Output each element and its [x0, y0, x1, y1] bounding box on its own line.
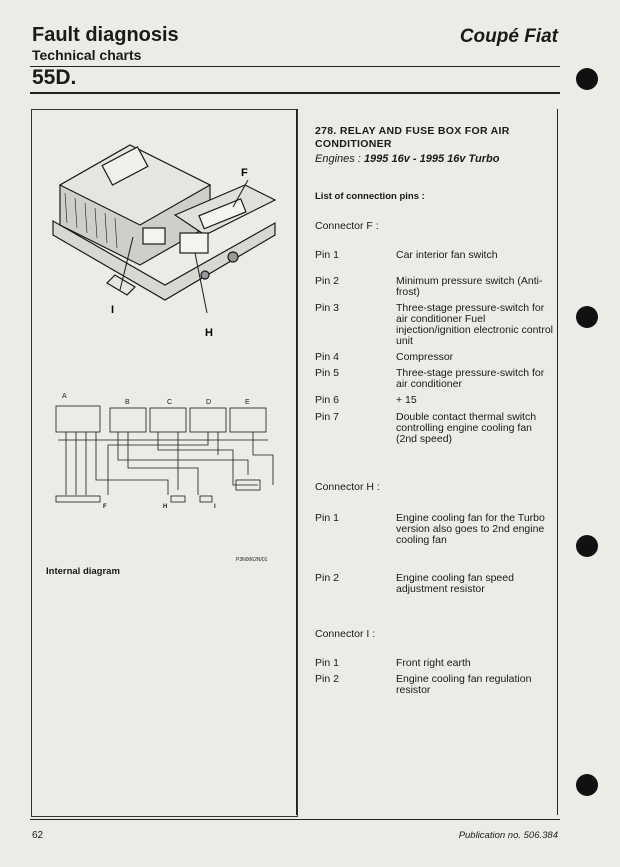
connector-tag-i: I	[214, 504, 216, 510]
pin-label: Pin 6	[315, 394, 339, 406]
pin-description: Front right earth	[396, 657, 471, 669]
page-subtitle: Technical charts	[32, 47, 142, 63]
page-number: 62	[32, 830, 44, 841]
relay-label-e: E	[245, 399, 250, 406]
pin-description: + 15	[396, 394, 417, 406]
publication-number: Publication no. 506.384	[458, 830, 558, 841]
pin-description: Car interior fan switch	[396, 249, 498, 261]
connector-f-strip	[56, 496, 100, 502]
wiring	[58, 432, 273, 495]
relay-c-box	[150, 408, 186, 432]
callout-i: I	[111, 304, 115, 316]
engines-label: Engines :	[315, 153, 361, 165]
engines-value: 1995 16v - 1995 16v Turbo	[363, 153, 500, 165]
pin-label: Pin 2	[315, 673, 339, 685]
diagram-caption: Internal diagram	[46, 566, 120, 577]
pin-label: Pin 1	[315, 657, 339, 669]
relay-box-illustration	[35, 125, 290, 350]
figure-code: P3N0062N/01	[236, 557, 268, 563]
pin-description: Three-stage pressure-switch for air conditioner	[396, 367, 545, 390]
connector-tag-h: H	[163, 504, 168, 510]
terminal-post	[201, 271, 209, 279]
pin-label: Pin 4	[315, 351, 339, 363]
pin-description: Double contact thermal switch controlling engine cooling fan (2nd speed)	[396, 411, 537, 445]
pin-description: Engine cooling fan regulation resistor	[396, 673, 532, 696]
section-rule	[30, 92, 560, 94]
connector-heading: Connector F :	[315, 220, 379, 232]
pin-description: Engine cooling fan speed adjustment resistor	[396, 572, 514, 595]
relay-label-b: B	[125, 399, 130, 406]
relay-label-c: C	[167, 399, 173, 406]
relay-e-box	[230, 408, 266, 432]
pin-label: Pin 1	[315, 249, 339, 261]
punch-hole	[576, 68, 598, 90]
connector-heading: Connector H :	[315, 481, 380, 493]
column-divider	[296, 109, 297, 815]
brand-name: Coupé Fiat	[459, 26, 558, 47]
relay-d-box	[190, 408, 226, 432]
pin-description: Compressor	[396, 351, 454, 363]
header-rule	[30, 66, 560, 67]
relay-a-box	[56, 406, 100, 432]
connector-i	[143, 228, 165, 244]
terminal-post	[228, 252, 238, 262]
pin-label: Pin 7	[315, 411, 339, 423]
section-heading: 278. RELAY AND FUSE BOX FOR AIR CONDITIONER	[315, 125, 510, 150]
section-number: 55D.	[32, 66, 77, 89]
connector-h-strip	[171, 496, 185, 502]
callout-f: F	[241, 167, 248, 179]
connector-tag-f: F	[103, 504, 107, 510]
pin-description: Three-stage pressure-switch for air conditioner Fuel injection/ignition electronic control unit	[396, 302, 554, 347]
column-divider	[557, 109, 558, 815]
pin-label: Pin 2	[315, 275, 339, 287]
engines-line	[315, 153, 500, 165]
connector-i-strip	[200, 496, 212, 502]
pin-label: Pin 5	[315, 367, 339, 379]
callout-h: H	[205, 327, 213, 339]
connector-heading: Connector I :	[315, 628, 376, 640]
pin-label: Pin 3	[315, 302, 339, 314]
relay-label-a: A	[62, 393, 67, 400]
pin-label: Pin 1	[315, 512, 339, 524]
punch-hole	[576, 535, 598, 557]
connection-pins-label: List of connection pins :	[315, 191, 425, 202]
footer-rule	[30, 819, 560, 820]
punch-hole	[576, 306, 598, 328]
pin-label: Pin 2	[315, 572, 339, 584]
pin-description: Engine cooling fan for the Turbo version also goes to 2nd engine cooling fan	[396, 512, 545, 546]
relay-b-box	[110, 408, 146, 432]
page-title: Fault diagnosis	[32, 24, 179, 46]
punch-hole	[576, 774, 598, 796]
connector-h	[180, 233, 208, 253]
pin-description: Minimum pressure switch (Anti-frost)	[396, 275, 543, 298]
internal-wiring-diagram	[48, 390, 278, 515]
relay-label-d: D	[206, 399, 212, 406]
